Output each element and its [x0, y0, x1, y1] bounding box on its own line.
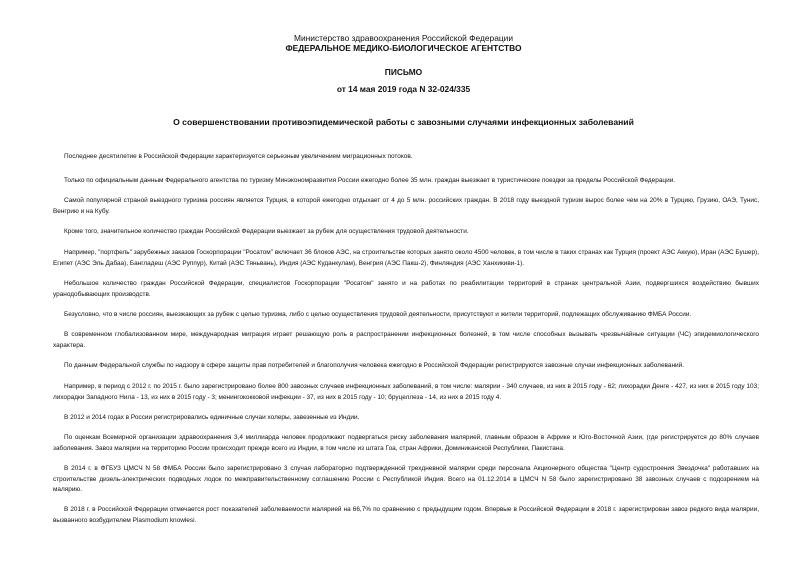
paragraph: Самой популярной страной выездного туризма россиян является Турция, в которой ежегодно отдыхает от 4 до 5 млн. российских граждан. В 2018 году выездной туризм вырос более чем на 20% в Турцию, Грузию, ОАЭ, Тунис, Венгрию и на Кубу. [53, 197, 759, 215]
paragraph: Последнее десятилетие в Российской Федерации характеризуется серьезным увеличением миграционных потоков. [64, 153, 413, 160]
paragraph: Небольшое количество граждан Российской Федерации, специалистов Госкорпорации "Росатом" занято и на работах по реабилитации территорий в странах центральной Азии, подвергшихся воздействию бывших уранодобывающих производств. [53, 280, 759, 298]
paragraph: В 2012 и 2014 годах в России регистрировались единичные случаи холеры, завезенные из Индии. [64, 414, 360, 421]
paragraph: Кроме того, значительное количество граждан Российской Федерации выезжает за рубеж для осуществления трудовой деятельности. [64, 228, 469, 235]
paragraph: По оценкам Всемирной организации здравоохранения 3,4 миллиарда человек продолжают подвергаться риску заболевания малярией, главным образом в Африке и Юго-Восточной Азии, (где регистрируется до 80% случаев заболевания. Завоз малярии на территорию России происходит прежде всего из Индии, в том числе из штата Гоа, стран Африки, Доминиканской Республики, Пакистана. [53, 434, 759, 452]
ministry-name: Министерство здравоохранения Российской Федерации [293, 33, 514, 43]
paragraph: Безусловно, что в числе россиян, выезжающих за рубеж с целью туризма, либо с целью осуществления трудовой деятельности, присутствуют и жители территорий, подлежащих обслуживанию ФМБА России. [64, 311, 692, 318]
paragraph: Например, "портфель" зарубежных заказов Госкорпорации "Росатом" включает 36 блоков АЭС, на строительстве которых занято около 4500 человек, в том числе в таких странах как Турция (проект АЭС Аккую), Иран (АЭС Бушер), Египет (АЭС Эль Дабаа), Бангладеш (АЭС Руппур), Китай (АЭС Тяньвань), Индия (АЭС Куданкулам), Венгрия (АЭС Пакш-2), Финляндия (АЭС Ханхикиви-1). [53, 249, 759, 267]
paragraph: В 2018 г. в Российской Федерации отмечается рост показателей заболеваемости малярией на 66,7% по сравнению с предыдущим годом. Впервые в Российской Федерации в 2018 г. зарегистрирован завоз редкого вида малярии, вызванного возбудителем Plasmodium knowlesi. [53, 506, 759, 524]
paragraph: В современном глобализованном мире, международная миграция играет решающую роль в распространении инфекционных болезней, в том числе способных вызывать чрезвычайные ситуации (ЧС) эпидемиологического характера. [53, 331, 759, 349]
agency-name: ФЕДЕРАЛЬНОЕ МЕДИКО-БИОЛОГИЧЕСКОЕ АГЕНТСТВО [285, 43, 522, 53]
document-date-number: от 14 мая 2019 года N 32-024/335 [336, 84, 471, 94]
paragraph: Например, в период с 2012 г. по 2015 г. было зарегистрировано более 800 завозных случаев инфекционных заболеваний, в том числе: малярии - 340 случаев, из них в 2015 году - 62; лихорадки Денге - 427, из них в 2015 году 103; лихорадки Западного Нила - 13, из них в 2015 году - 3; менингококковой инфекции - 37, из них в 2015 году - 10; бруцеллеза - 14, из них в 2015 году 4. [53, 383, 759, 401]
document-type: ПИСЬМО [384, 67, 423, 77]
paragraph: Только по официальным данным Федерального агентства по туризму Минэкономразвития России ежегодно более 35 млн. граждан выезжает в туристические поездки за пределы Российской Федерации. [64, 177, 676, 184]
paragraph: По данным Федеральной службы по надзору в сфере защиты прав потребителей и благополучия человека ежегодно в Российской Федерации регистрируются завозные случаи инфекционных заболеваний. [64, 362, 684, 369]
paragraph: В 2014 г. в ФГБУЗ ЦМСЧ N 58 ФМБА России было зарегистрировано 3 случая лабораторно подтвержденной трехдневной малярии среди персонала Акционерного общества "Центр судостроения Звездочка" работавших на строительстве дизель-электрических подводных лодок по межправительственному соглашению России с Республикой Индия. Всего на 01.12.2014 в ЦМСЧ N 58 было зарегистрировано 38 завозных случаев с подозрением на малярию. [53, 465, 759, 493]
document-title: О совершенствовании противоэпидемической работы с завозными случаями инфекционных заболеваний [173, 117, 634, 127]
